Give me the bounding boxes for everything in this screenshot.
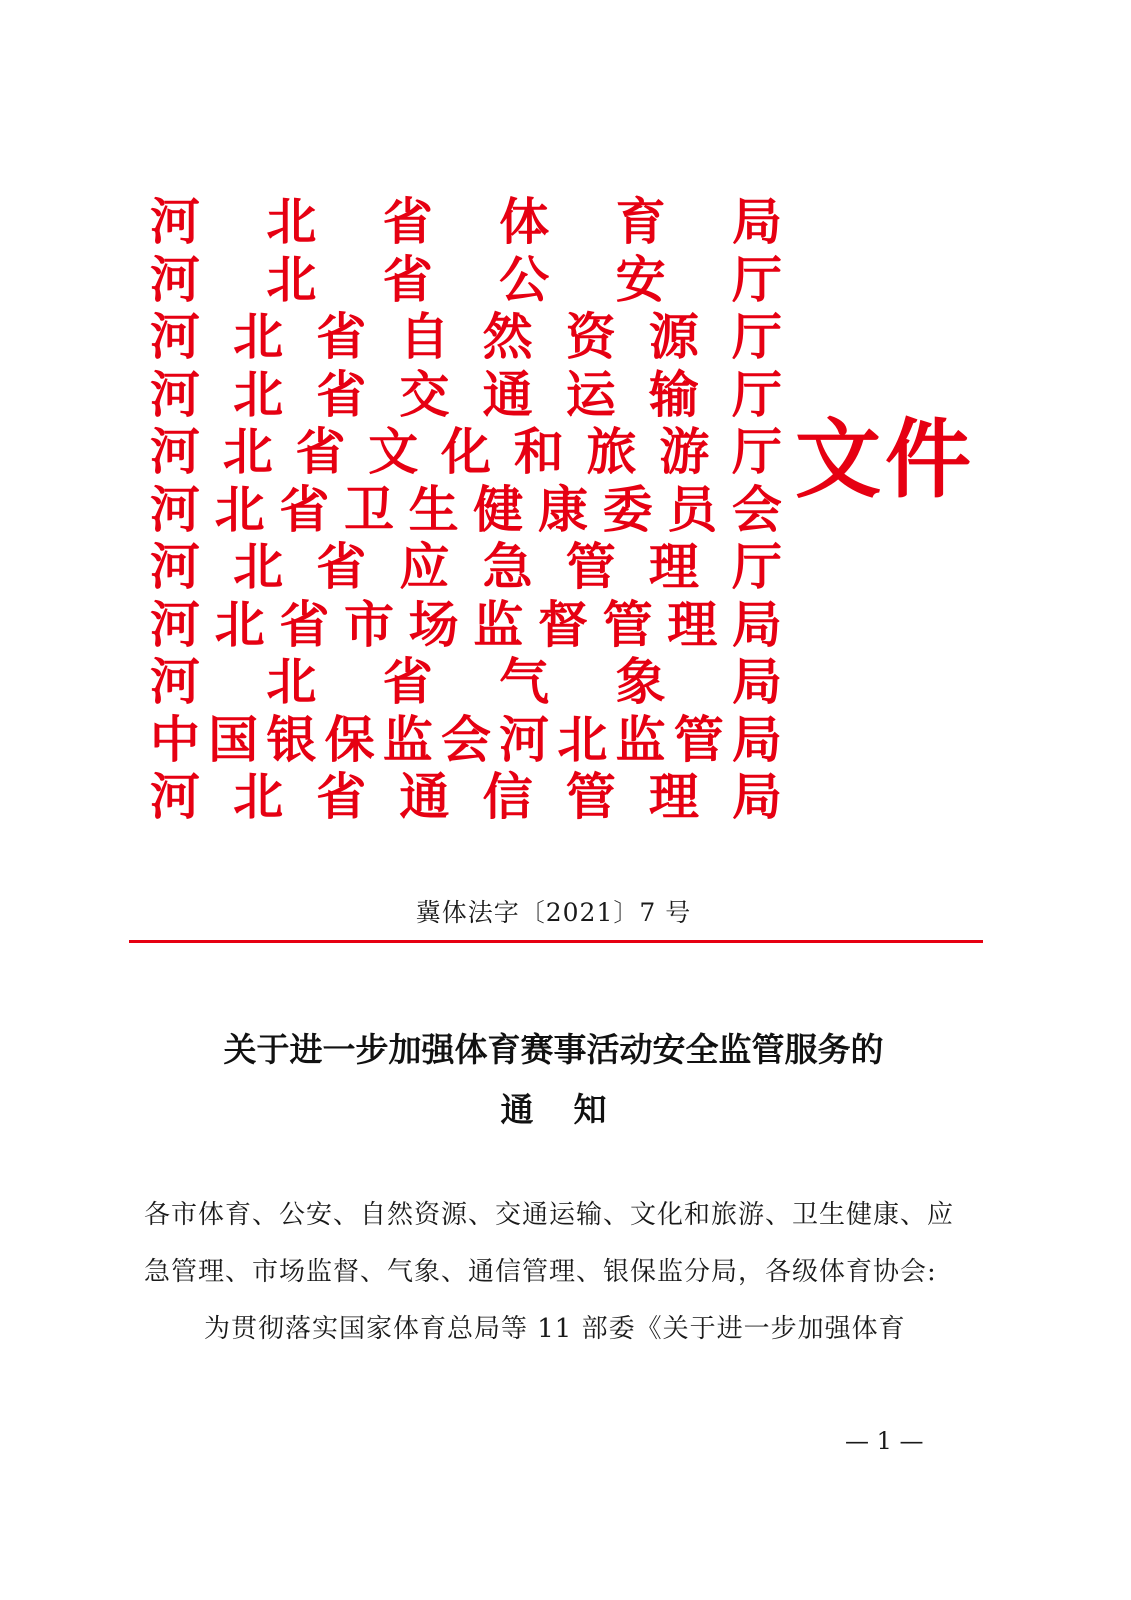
agency-char: 局 [731, 594, 782, 654]
document-number: 冀体法字〔2021〕7 号 [415, 898, 692, 927]
agency-char: 理 [648, 537, 699, 596]
agency-char: 北 [233, 767, 284, 826]
agency-char: 北 [214, 594, 265, 654]
agency-char: 北 [266, 652, 317, 711]
agency-char: 监 [473, 594, 524, 654]
agency-char: 保 [324, 709, 375, 769]
agency-char: 省 [382, 249, 433, 309]
agency-char: 安 [615, 249, 666, 309]
agency-char: 市 [343, 594, 394, 654]
agency-char: 理 [648, 767, 699, 826]
agency-char: 北 [233, 537, 284, 596]
agency-char: 局 [731, 767, 782, 826]
agency-char: 理 [667, 594, 718, 654]
issuing-agencies [150, 193, 782, 826]
agency-char: 河 [150, 422, 200, 481]
agency-char: 北 [233, 307, 284, 366]
agency-char: 省 [279, 594, 330, 654]
agency-char: 厅 [731, 307, 782, 366]
agency-char: 局 [731, 192, 782, 251]
agency-char: 局 [731, 652, 782, 711]
agency-char: 卫 [343, 479, 394, 539]
agency-char: 管 [565, 537, 616, 596]
agency-line [150, 768, 782, 826]
agency-char: 管 [673, 709, 724, 769]
agency-char: 省 [279, 479, 330, 539]
agency-char: 生 [408, 479, 459, 539]
agency-char: 河 [150, 307, 200, 366]
agency-char: 北 [266, 192, 317, 251]
agency-line [150, 193, 782, 251]
agency-line [150, 711, 782, 769]
agency-char: 气 [499, 652, 550, 711]
agency-char: 省 [316, 364, 367, 424]
agency-char: 监 [615, 709, 666, 769]
agency-char: 中 [150, 709, 200, 769]
agency-char: 省 [382, 652, 433, 711]
agency-char: 北 [233, 364, 284, 424]
body-paragraph: 为贯彻落实国家体育总局等 11 部委《关于进一步加强体育 [204, 1314, 906, 1344]
agency-char: 象 [615, 652, 666, 711]
agency-line [150, 538, 782, 596]
agency-char: 厅 [731, 537, 782, 596]
agency-line [150, 251, 782, 309]
agency-char: 厅 [732, 422, 782, 481]
agency-char: 输 [648, 364, 699, 424]
agency-char: 会 [440, 709, 491, 769]
agency-char: 文 [368, 422, 419, 481]
agency-char: 急 [482, 537, 533, 596]
agency-char: 河 [499, 709, 550, 769]
document-label: 文件 [795, 409, 975, 510]
agency-char: 管 [602, 594, 653, 654]
agency-char: 北 [557, 709, 608, 769]
agency-line [150, 423, 782, 481]
agency-line [150, 308, 782, 366]
agency-char: 河 [150, 364, 200, 424]
agency-char: 和 [513, 422, 564, 481]
agency-line [150, 596, 782, 654]
agency-char: 河 [150, 192, 200, 251]
agency-char: 然 [482, 307, 533, 366]
agency-char: 省 [295, 422, 346, 481]
agency-char: 应 [399, 537, 450, 596]
agency-char: 场 [408, 594, 459, 654]
agency-char: 通 [482, 364, 533, 424]
agency-char: 监 [382, 709, 433, 769]
agency-char: 省 [316, 307, 367, 366]
agency-char: 自 [399, 307, 450, 366]
agency-char: 管 [565, 767, 616, 826]
page-number: — 1 — [845, 1427, 924, 1455]
agency-char: 公 [499, 249, 550, 309]
document-title [110, 1020, 997, 1140]
agency-line [150, 653, 782, 711]
agency-char: 员 [667, 479, 718, 539]
agency-char: 康 [537, 479, 588, 539]
agency-char: 北 [266, 249, 317, 309]
agency-char: 河 [150, 767, 200, 826]
agency-char: 体 [499, 192, 550, 251]
agency-char: 厅 [731, 249, 782, 309]
agency-char: 通 [399, 767, 450, 826]
agency-char: 旅 [586, 422, 637, 481]
agency-char: 北 [214, 479, 265, 539]
agency-char: 河 [150, 249, 200, 309]
agency-char: 资 [565, 307, 616, 366]
agency-char: 河 [150, 652, 200, 711]
agency-char: 厅 [731, 364, 782, 424]
agency-line [150, 481, 782, 539]
agency-char: 省 [316, 767, 367, 826]
agency-line [150, 366, 782, 424]
agency-char: 督 [537, 594, 588, 654]
agency-char: 省 [316, 537, 367, 596]
red-divider-line [129, 940, 983, 943]
agency-char: 游 [659, 422, 710, 481]
document-body [144, 1187, 979, 1358]
agency-char: 会 [731, 479, 782, 539]
agency-char: 银 [266, 709, 317, 769]
agency-char: 北 [222, 422, 273, 481]
agency-char: 育 [615, 192, 666, 251]
agency-char: 委 [602, 479, 653, 539]
agency-char: 运 [565, 364, 616, 424]
title-line-1: 关于进一步加强体育赛事活动安全监管服务的 [223, 1030, 884, 1069]
agency-char: 健 [473, 479, 524, 539]
agency-char: 源 [648, 307, 699, 366]
agency-char: 河 [150, 537, 200, 596]
agency-char: 局 [731, 709, 782, 769]
agency-char: 国 [208, 709, 259, 769]
agency-char: 信 [482, 767, 533, 826]
title-line-2: 通知 [500, 1090, 647, 1129]
agency-char: 河 [150, 594, 200, 654]
agency-char: 交 [399, 364, 450, 424]
agency-char: 河 [150, 479, 200, 539]
addressee-paragraph: 各市体育、公安、自然资源、交通运输、文化和旅游、卫生健康、应急管理、市场监督、气象、通信管理、银保监分局，各级体育协会: [144, 1200, 955, 1287]
agency-char: 化 [441, 422, 491, 481]
agency-char: 省 [382, 192, 433, 251]
